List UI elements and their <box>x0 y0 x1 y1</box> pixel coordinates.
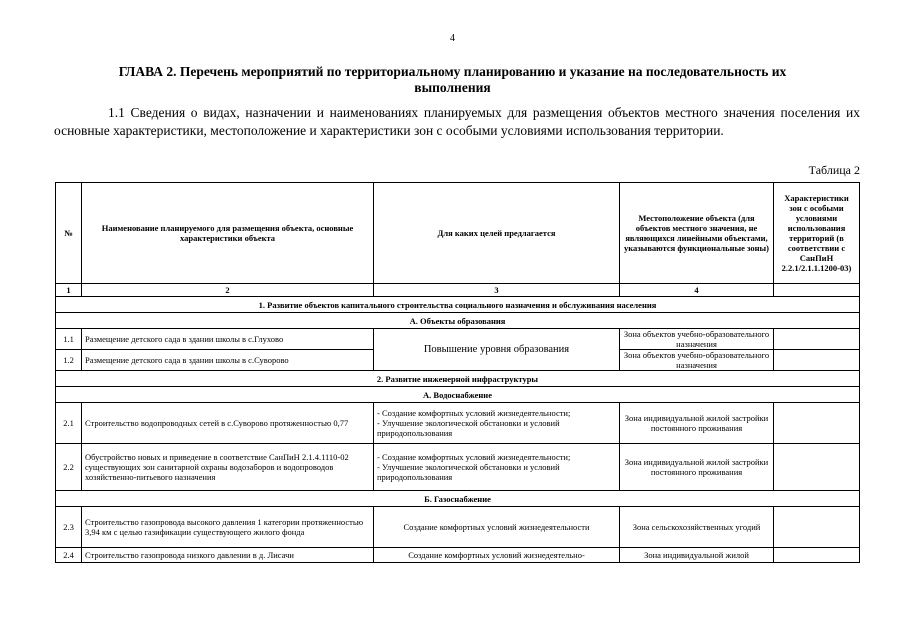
row-purpose: Создание комфортных условий жизнедеятельности <box>374 507 620 548</box>
row-zones <box>774 507 860 548</box>
intro-paragraph: 1.1 Сведения о видах, назначении и наименованиях планируемых для размещения объектов местного значения поселения их основные характеристики, местоположение и характеристики зон с особыми условиями использования территории. <box>54 105 860 138</box>
subsection-row <box>56 313 860 329</box>
row-num: 2.4 <box>56 548 82 563</box>
row-num: 2.3 <box>56 507 82 548</box>
col-number: 2 <box>82 284 374 297</box>
subsection-education: А. Объекты образования <box>56 313 860 329</box>
row-name: Обустройство новых и приведение в соответствие СанПиН 2.1.4.1110-02 существующих зон санитарной охраны водозаборов и водопроводов хозяйственно-питьевого назначения <box>82 444 374 491</box>
table-row <box>56 548 860 563</box>
page-number: 4 <box>450 33 455 44</box>
row-num: 1.2 <box>56 350 82 371</box>
col-number: 3 <box>374 284 620 297</box>
header-num: № <box>56 183 82 284</box>
row-name: Строительство газопровода высокого давления 1 категории протяженностью 3,94 км с целью газификации существующего жилого фонда <box>82 507 374 548</box>
row-name: Строительство газопровода низкого давлении в д. Лисачи <box>82 548 374 563</box>
chapter-title: ГЛАВА 2. Перечень мероприятий по территориальному планированию и указание на последовательность их выполнения <box>118 64 787 95</box>
measures-table <box>55 182 860 563</box>
row-location: Зона объектов учебно-образовательного назначения <box>620 350 774 371</box>
header-zones: Характеристики зон с особыми условиями использования территорий (в соответствии с СанПиН 2.2.1/2.1.1.1200-03) <box>774 183 860 284</box>
row-location: Зона сельскохозяйственных угодий <box>620 507 774 548</box>
row-num: 2.1 <box>56 403 82 444</box>
subsection-row <box>56 491 860 507</box>
table-header-row <box>56 183 860 284</box>
table-row <box>56 507 860 548</box>
row-zones <box>774 350 860 371</box>
row-location: Зона индивидуальной жилой застройки постоянного проживания <box>620 403 774 444</box>
row-num: 2.2 <box>56 444 82 491</box>
header-name: Наименование планируемого для размещения объекта, основные характеристики объекта <box>82 183 374 284</box>
subsection-row <box>56 387 860 403</box>
row-purpose: Повышение уровня образования <box>374 329 620 371</box>
subsection-gas: Б. Газоснабжение <box>56 491 860 507</box>
row-location: Зона индивидуальной жилой застройки постоянного проживания <box>620 444 774 491</box>
col-number <box>774 284 860 297</box>
row-zones <box>774 444 860 491</box>
row-zones <box>774 403 860 444</box>
column-numbers-row <box>56 284 860 297</box>
col-number: 4 <box>620 284 774 297</box>
table-row <box>56 403 860 444</box>
row-name: Размещение детского сада в здании школы в с.Суворово <box>82 350 374 371</box>
table-caption: Таблица 2 <box>808 163 860 177</box>
header-location: Местоположение объекта (для объектов местного значения, не являющихся линейными объектами, указываются функциональные зоны) <box>620 183 774 284</box>
row-name: Строительство водопроводных сетей в с.Суворово протяженностью 0,77 <box>82 403 374 444</box>
row-num: 1.1 <box>56 329 82 350</box>
subsection-water: А. Водоснабжение <box>56 387 860 403</box>
row-zones <box>774 329 860 350</box>
table-row <box>56 329 860 350</box>
section-row <box>56 297 860 313</box>
table-row <box>56 444 860 491</box>
header-purpose: Для каких целей предлагается <box>374 183 620 284</box>
row-purpose: - Создание комфортных условий жизнедеятельности; - Улучшение экологической обстановки и условий природопользования <box>374 444 620 491</box>
section-row <box>56 371 860 387</box>
row-location: Зона объектов учебно-образовательного назначения <box>620 329 774 350</box>
row-purpose: - Создание комфортных условий жизнедеятельности; - Улучшение экологической обстановки и условий природопользования <box>374 403 620 444</box>
row-zones <box>774 548 860 563</box>
section-infrastructure: 2. Развитие инженерной инфраструктуры <box>56 371 860 387</box>
section-social: 1. Развитие объектов капитального строительства социального назначения и обслуживания населения <box>56 297 860 313</box>
row-location: Зона индивидуальной жилой <box>620 548 774 563</box>
row-name: Размещение детского сада в здании школы в с.Глухово <box>82 329 374 350</box>
row-purpose: Создание комфортных условий жизнедеятельно- <box>374 548 620 563</box>
col-number: 1 <box>56 284 82 297</box>
